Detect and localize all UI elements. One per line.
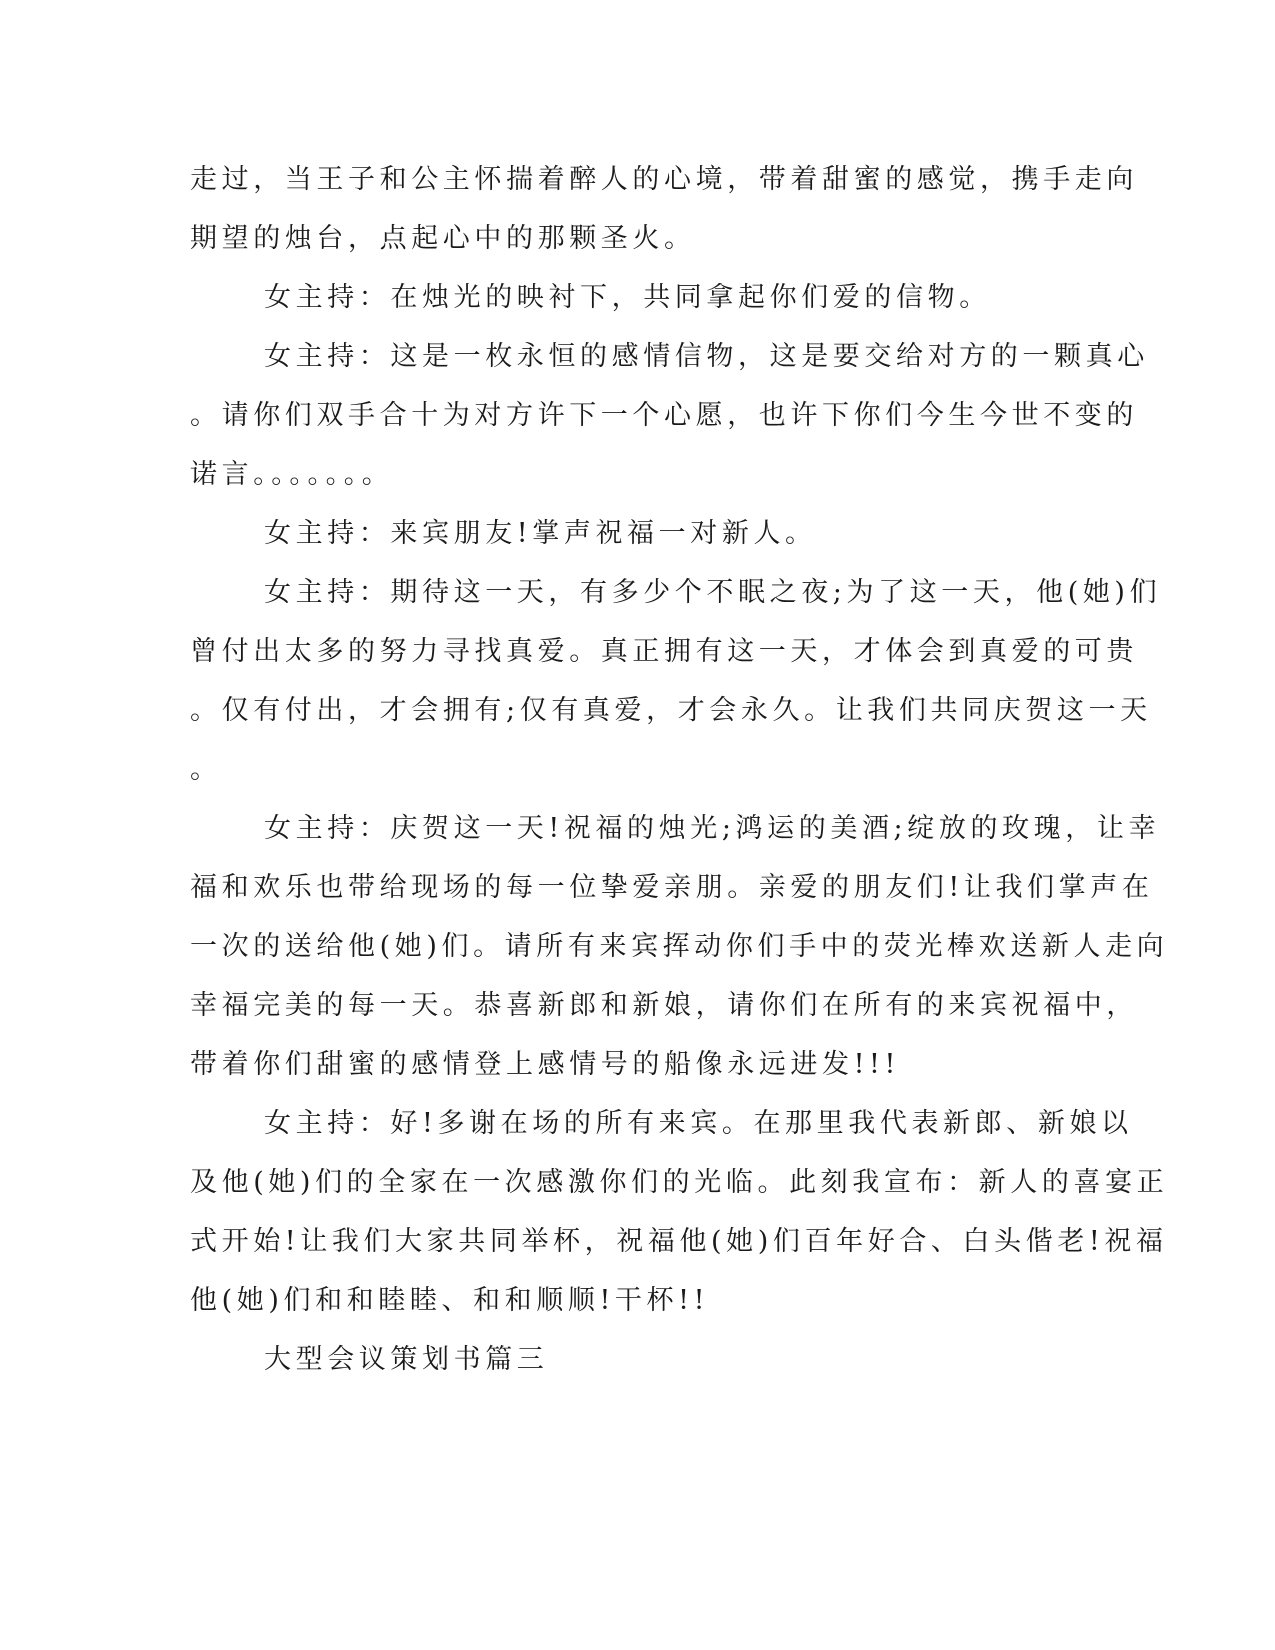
text-line: 女主持：在烛光的映衬下，共同拿起你们爱的信物。 xyxy=(264,282,991,313)
text-line: 式开始!让我们大家共同举杯，祝福他(她)们百年好合、白头偕老!祝福 xyxy=(190,1226,1168,1257)
text-line: 女主持：好!多谢在场的所有来宾。在那里我代表新郎、新娘以 xyxy=(264,1108,1133,1139)
section-heading: 大型会议策划书篇三 xyxy=(264,1344,549,1375)
text-line: 曾付出太多的努力寻找真爱。真正拥有这一天，才体会到真爱的可贵 xyxy=(190,636,1138,667)
text-line: 幸福完美的每一天。恭喜新郎和新娘，请你们在所有的来宾祝福中， xyxy=(190,990,1138,1021)
text-line: 带着你们甜蜜的感情登上感情号的船像永远进发!!! xyxy=(190,1049,900,1080)
text-line: 诺言。。。。。。。 xyxy=(190,459,394,490)
text-line: 他(她)们和和睦睦、和和顺顺!干杯!! xyxy=(190,1285,710,1316)
text-line: 及他(她)们的全家在一次感激你们的光临。此刻我宣布：新人的喜宴正 xyxy=(190,1167,1169,1198)
text-line: 。 xyxy=(190,754,222,785)
text-line: 女主持：期待这一天，有多少个不眠之夜;为了这一天，他(她)们 xyxy=(264,577,1162,608)
text-line: 一次的送给他(她)们。请所有来宾挥动你们手中的荧光棒欢送新人走向 xyxy=(190,931,1169,962)
text-line: 福和欢乐也带给现场的每一位挚爱亲朋。亲爱的朋友们!让我们掌声在 xyxy=(190,872,1154,903)
text-line: 期望的烛台，点起心中的那颗圣火。 xyxy=(190,223,696,254)
text-line: 。请你们双手合十为对方许下一个心愿，也许下你们今生今世不变的 xyxy=(190,400,1138,431)
text-line: 女主持：庆贺这一天!祝福的烛光;鸿运的美酒;绽放的玫瑰，让幸 xyxy=(264,813,1161,844)
text-line: 女主持：这是一枚永恒的感情信物，这是要交给对方的一颗真心 xyxy=(264,341,1149,372)
text-line: 。仅有付出，才会拥有;仅有真爱，才会永久。让我们共同庆贺这一天 xyxy=(190,695,1152,726)
text-line: 女主持：来宾朋友!掌声祝福一对新人。 xyxy=(264,518,817,549)
text-line: 走过，当王子和公主怀揣着醉人的心境，带着甜蜜的感觉，携手走向 xyxy=(190,164,1138,195)
